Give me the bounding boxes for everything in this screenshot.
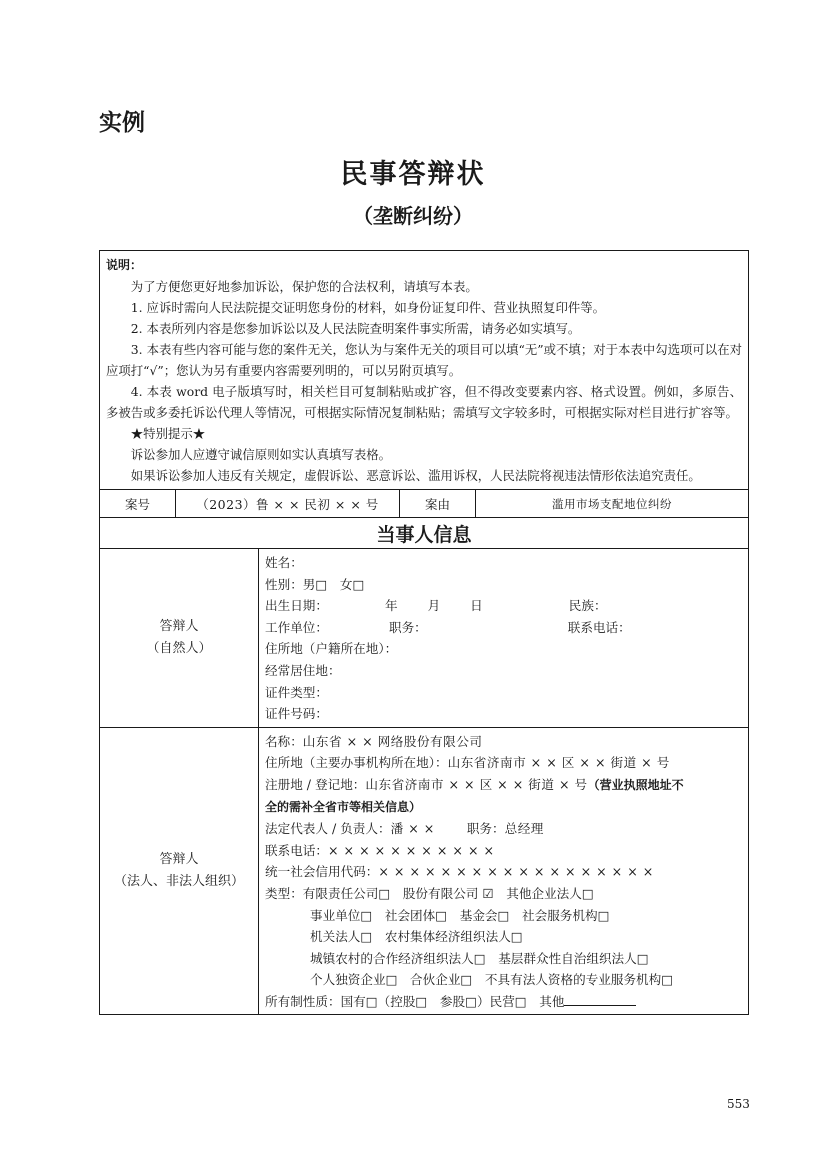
credit-code-line (265, 861, 742, 883)
residence-field: 经常居住地： (265, 662, 341, 678)
registered-note: （营业执照地址不 (587, 777, 684, 792)
section-heading: 实例 (99, 109, 145, 136)
registered-address-line (265, 774, 742, 797)
birth-field: 出生日期： (265, 598, 328, 614)
domicile-field: 住所地（户籍所在地）： (265, 641, 398, 657)
entity-type-line: 个人独资企业□ 合伙企业□ 不具有法人资格的专业服务机构□ (310, 972, 674, 988)
entity-type-line: 事业单位□ 社会团体□ 基金会□ 社会服务机构□ (310, 907, 610, 923)
field-label: 联系电话： (265, 842, 328, 858)
case-cause-label: 案由 (399, 490, 475, 517)
party-info-header (100, 517, 748, 548)
field-label: 职务： (466, 821, 505, 837)
page-number: 553 (727, 1097, 750, 1111)
instruction-paragraph: 3. 本表有些内容可能与您的案件无关，您认为与案件无关的项目可以填“无”或不填；对于本表中勾选项可以在对应项打“√”；您认为另有重要内容需要列明的，可以另附页填写。 (106, 342, 742, 378)
instruction-paragraph: 2. 本表所列内容是您参加诉讼以及人民法院查明案件事实所需，请务必如实填写。 (130, 321, 581, 336)
instruction-paragraph: 如果诉讼参加人违反有关规定，虚假诉讼、恶意诉讼、滥用诉权，人民法院将视违法情形依法追究责任。 (130, 468, 701, 483)
document-subtitle: （垄断纠纷） (353, 204, 473, 228)
birth-ethnicity-line (265, 595, 742, 617)
representative-value: 潘 × × (390, 821, 435, 837)
employer-line (265, 617, 742, 639)
special-notice: ★特别提示★ (130, 426, 206, 441)
instruction-paragraph: 为了方便您更好地参加诉讼，保护您的合法权利，请填写本表。 (130, 279, 478, 294)
party-label-line: （自然人） (146, 640, 212, 656)
ethnicity-field: 民族： (568, 598, 607, 614)
year-label: 年 (384, 598, 398, 614)
instructions-label: 说明： (106, 258, 143, 272)
entity-type-line: 类型：有限责任公司□ 股份有限公司 ☑ 其他企业法人□ (265, 885, 594, 901)
id-number-field: 证件号码： (265, 706, 328, 722)
party-label-line: （法人、非法人组织） (113, 874, 244, 890)
field-label: 住所地（主要办事机构所在地）： (265, 755, 448, 771)
id-type-field: 证件类型： (265, 684, 328, 700)
instructions-row (100, 251, 748, 489)
company-name-line (265, 731, 742, 753)
legal-person-label (100, 728, 258, 1015)
representative-position-value: 总经理 (504, 821, 544, 837)
answer-form-table (99, 250, 749, 1015)
party-label-line: 答辩人 (159, 852, 199, 868)
field-label: 法定代表人 / 负责人： (265, 821, 391, 837)
ownership-other-blank (564, 993, 636, 1006)
phone-value: × × × × × × × × × × × (327, 842, 495, 858)
entity-type-line: 城镇农村的合作经济组织法人□ 基层群众性自治组织法人□ (310, 950, 649, 966)
position-field: 职务： (388, 619, 427, 635)
gender-field: 性别：男□ 女□ (265, 576, 365, 592)
field-label: 统一社会信用代码： (265, 864, 379, 880)
registered-note-continued: 全的需补全省市等相关信息） (265, 799, 422, 814)
day-label: 日 (470, 598, 483, 614)
legal-person-row (100, 727, 748, 1015)
company-name-value: 山东省 × × 网络股份有限公司 (302, 733, 483, 749)
month-label: 月 (427, 598, 441, 614)
natural-person-row (100, 548, 748, 727)
party-label-line: 答辩人 (159, 618, 199, 634)
field-label: 名称： (265, 733, 303, 749)
representative-line (265, 818, 742, 840)
field-label: 注册地 / 登记地： (265, 776, 366, 792)
employer-field: 工作单位： (265, 619, 328, 635)
case-number-label: 案号 (124, 496, 150, 512)
ownership-options: 所有制性质：国有□（控股□ 参股□）民营□ 其他 (265, 993, 565, 1009)
ownership-line (265, 991, 742, 1013)
entity-type-line: 机关法人□ 农村集体经济组织法人□ (310, 929, 523, 945)
instruction-paragraph: 4. 本表 word 电子版填写时，相关栏目可复制粘贴或扩容，但不得改变要素内容、格式设置。例如，多原告、多被告或多委托诉讼代理人等情况，可根据实际情况复制粘贴；需填写文字较多时，可根据实际对栏目进行扩容等。 (106, 384, 742, 420)
natural-person-label (100, 549, 258, 727)
name-field: 姓名： (265, 555, 303, 570)
address-value: 山东省济南市 × × 区 × × 街道 × 号 (447, 755, 670, 771)
section-title: 当事人信息 (376, 523, 472, 546)
phone-field: 联系电话： (567, 619, 631, 635)
instruction-paragraph: 1. 应诉时需向人民法院提交证明您身份的材料，如身份证复印件、营业执照复印件等。 (130, 300, 606, 315)
instruction-paragraph: 诉讼参加人应遵守诚信原则如实认真填写表格。 (130, 447, 391, 462)
phone-line (265, 840, 742, 862)
case-info-row (100, 489, 748, 517)
case-cause-value: 滥用市场支配地位纠纷 (475, 490, 748, 517)
instructions (100, 251, 748, 489)
credit-code-value: × × × × × × × × × × × × × × × × × × (378, 864, 654, 880)
registered-address-value: 山东省济南市 × × 区 × × 街道 × 号 (365, 776, 588, 792)
case-number-value: （2023）鲁 × × 民初 × × 号 (175, 490, 399, 517)
address-line (265, 752, 742, 774)
document-title: 民事答辩状 (340, 159, 486, 190)
natural-person-fields (258, 549, 748, 727)
legal-person-fields (258, 728, 748, 1015)
